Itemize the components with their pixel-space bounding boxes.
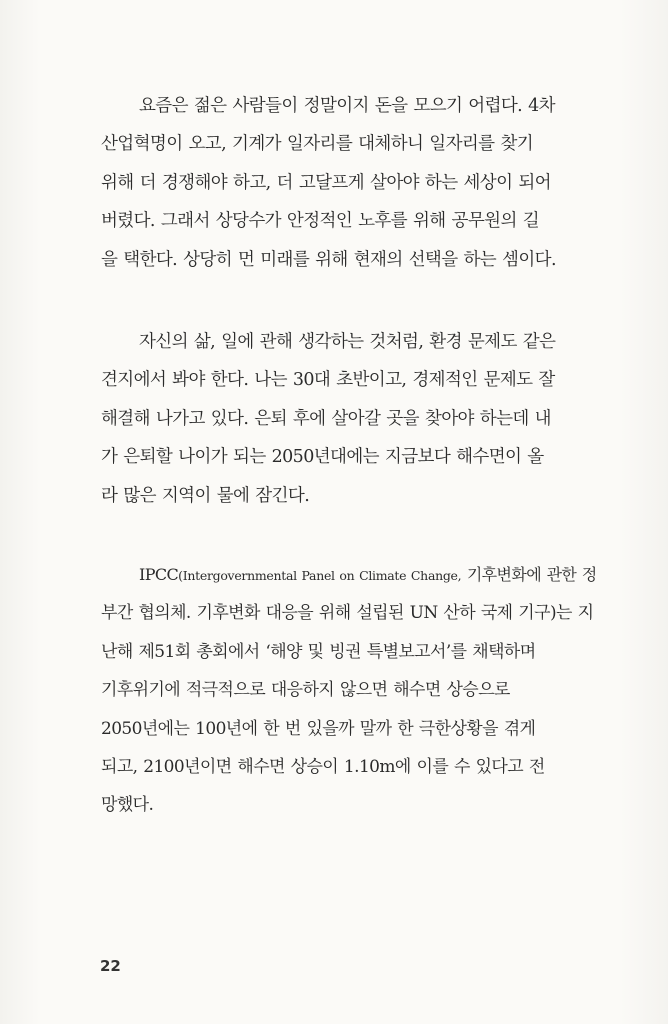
text-line: 2050년에는 100년에 한 번 있을까 말까 한 극한상황을 겪게 bbox=[101, 718, 536, 739]
text-line: 라 많은 지역이 물에 잠긴다. bbox=[101, 485, 310, 506]
text-line: 가 은퇴할 나이가 되는 2050년대에는 지금보다 해수면이 올 bbox=[101, 447, 544, 468]
text-line: 기후위기에 적극적으로 대응하지 않으면 해수면 상승으로 bbox=[101, 680, 510, 701]
text-line: 위해 더 경쟁해야 하고, 더 고달프게 살아야 하는 세상이 되어 bbox=[101, 172, 551, 193]
ipcc-full-name: (Intergovernmental Panel on Climate Change, bbox=[178, 568, 462, 583]
text-line: 버렸다. 그래서 상당수가 안정적인 노후를 위해 공무원의 길 bbox=[101, 211, 540, 232]
text-line: 부간 협의체. 기후변화 대응을 위해 설립된 UN 산하 국제 기구)는 지 bbox=[101, 603, 594, 624]
text-line: 요즘은 젊은 사람들이 정말이지 돈을 모으기 어렵다. 4차 bbox=[139, 96, 555, 116]
text-line bbox=[101, 556, 597, 594]
text-line: 되고, 2100년이면 해수면 상승이 1.10m에 이를 수 있다고 전 bbox=[101, 756, 545, 777]
text-line: 난해 제51회 총회에서 ‘해양 및 빙권 특별보고서’를 채택하며 bbox=[101, 641, 536, 662]
paragraph-3 bbox=[101, 556, 597, 825]
text-line: 해결해 나가고 있다. 은퇴 후에 살아갈 곳을 찾아야 하는데 내 bbox=[101, 408, 551, 429]
text-line: 견지에서 봐야 한다. 나는 30대 초반이고, 경제적인 문제도 잘 bbox=[101, 370, 555, 391]
text-line: 자신의 삶, 일에 관해 생각하는 것처럼, 환경 문제도 같은 bbox=[139, 332, 556, 352]
paragraph-2 bbox=[101, 323, 597, 515]
text-line: 망했다. bbox=[101, 795, 154, 816]
text-fragment: 기후변화에 관한 정 bbox=[461, 565, 597, 584]
text-line: 산업혁명이 오고, 기계가 일자리를 대체하니 일자리를 찾기 bbox=[101, 134, 534, 155]
text-line: 을 택한다. 상당히 먼 미래를 위해 현재의 선택을 하는 셈이다. bbox=[101, 249, 556, 270]
paragraph-1 bbox=[101, 87, 597, 279]
ipcc-acronym: IPCC bbox=[139, 565, 179, 584]
page-number: 22 bbox=[100, 957, 121, 975]
